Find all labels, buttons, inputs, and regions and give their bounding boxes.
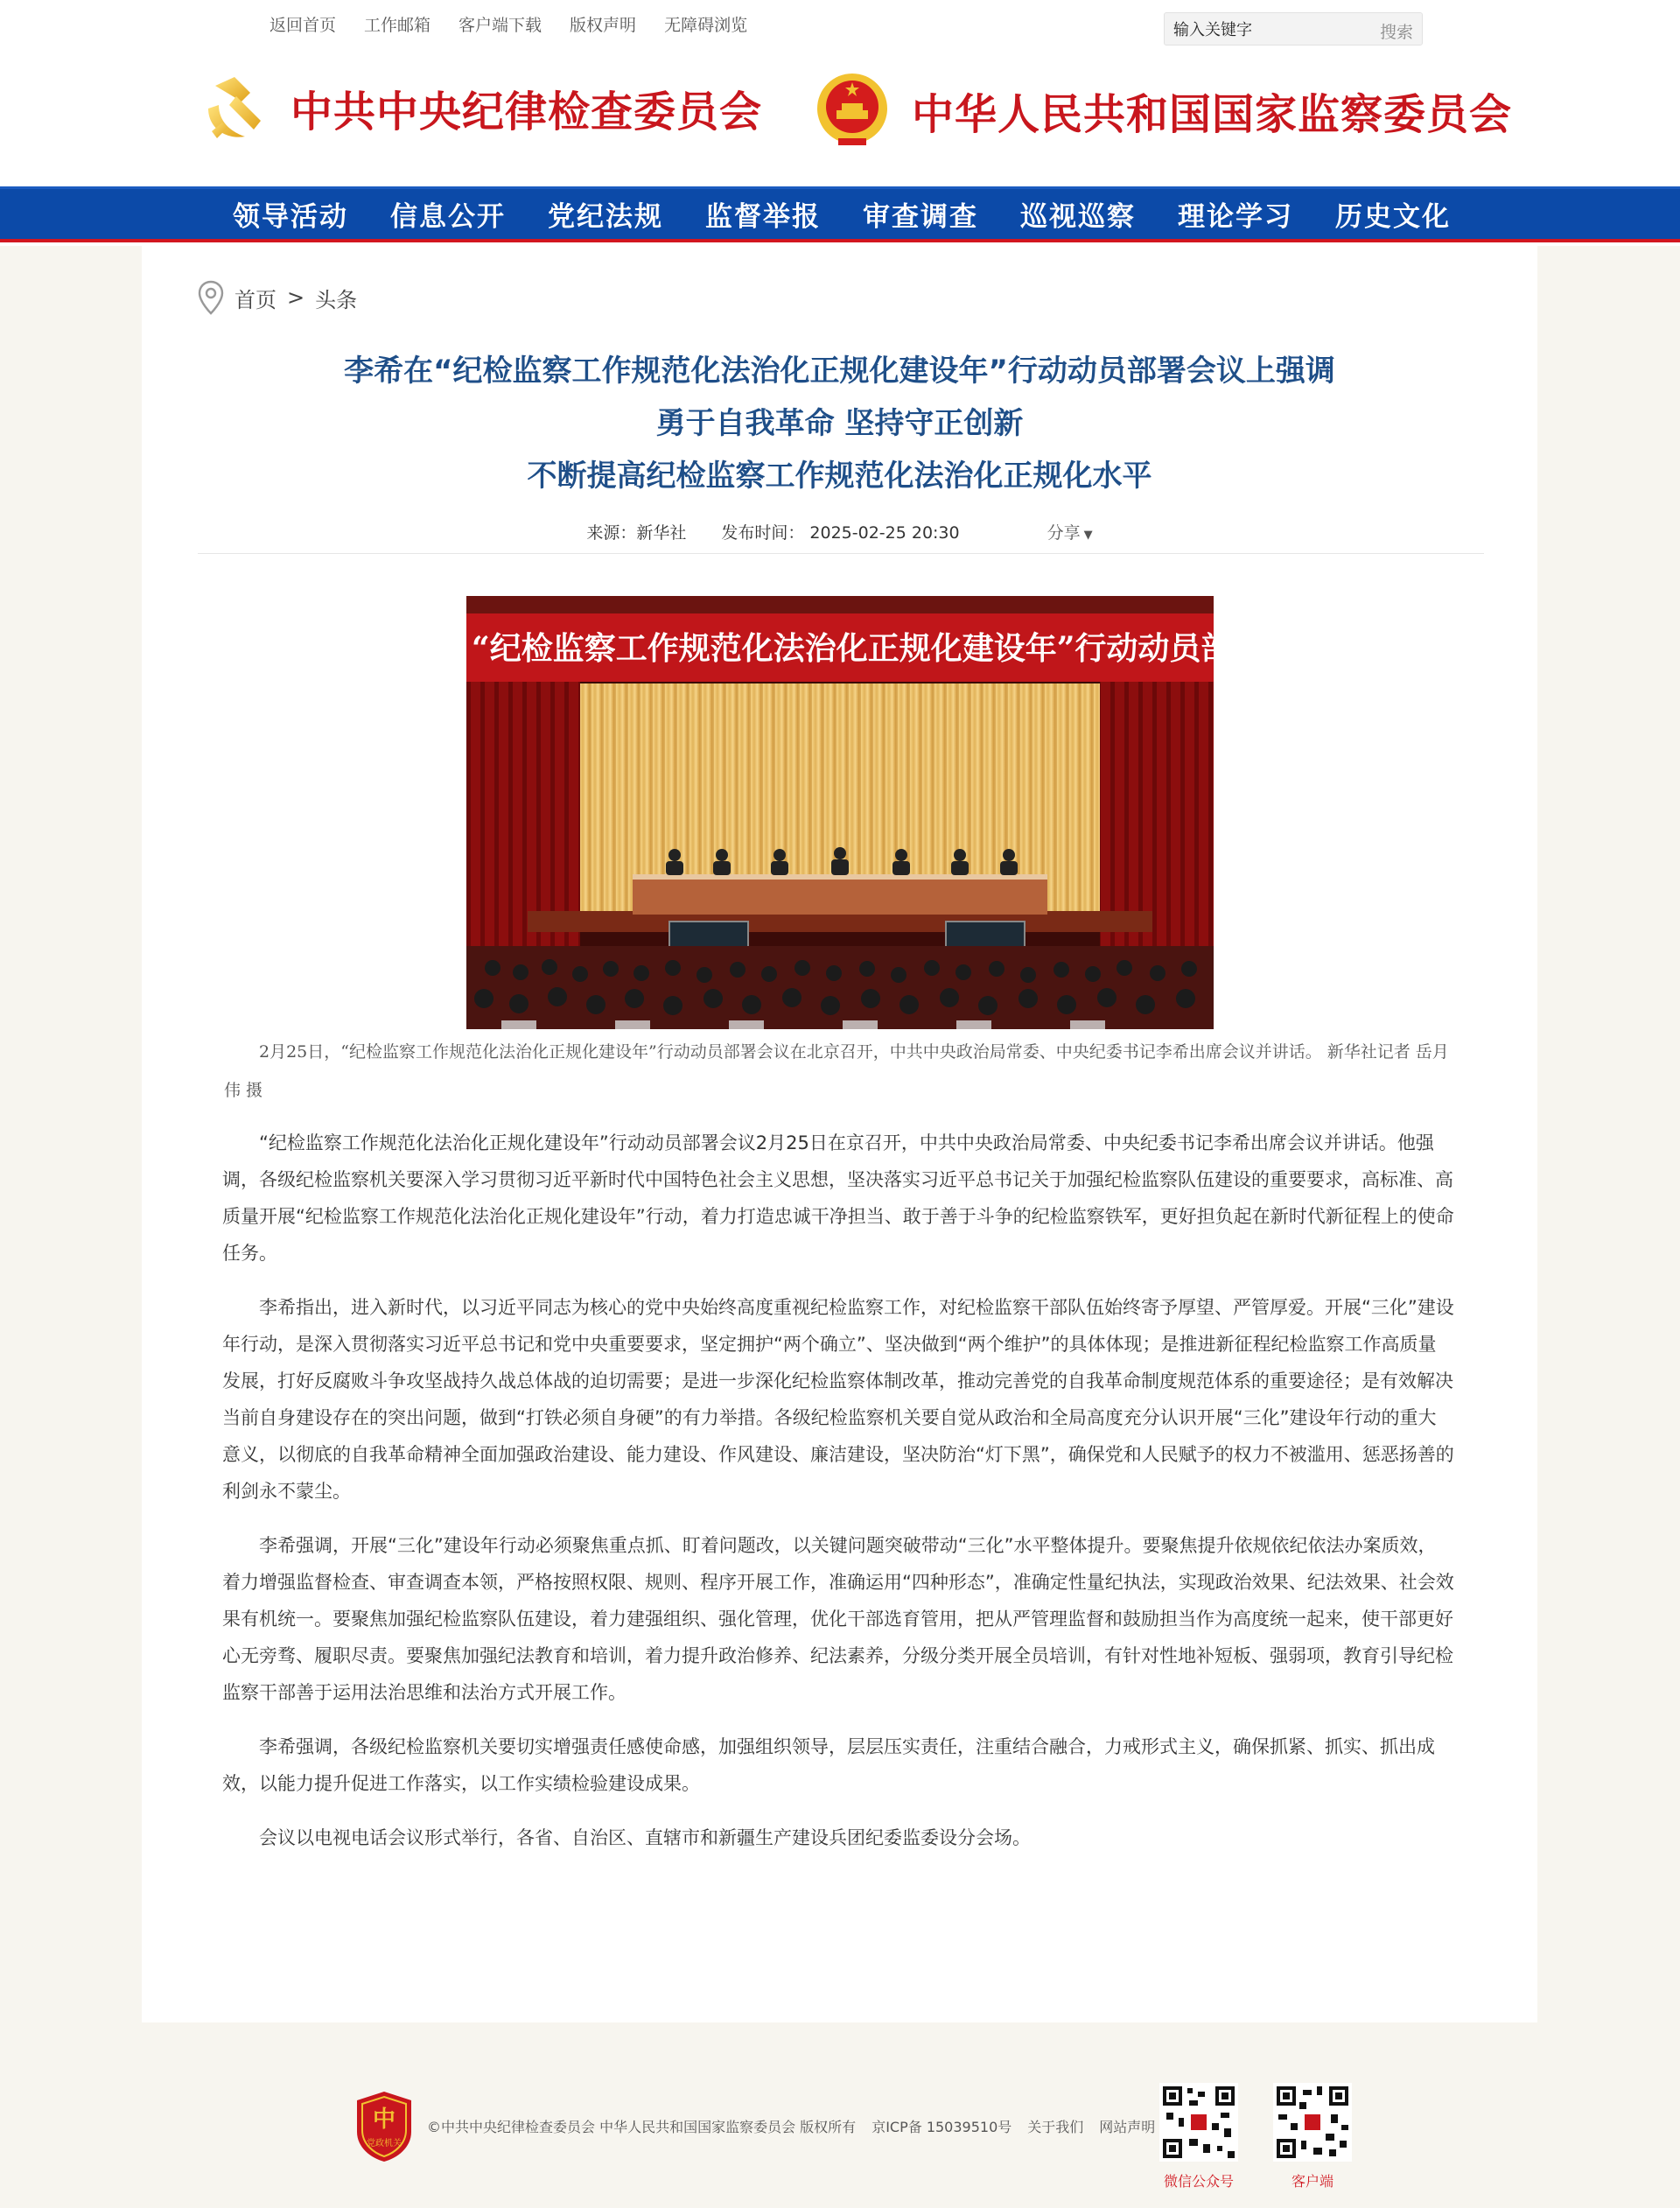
- footer: [0, 2022, 1680, 2208]
- accessibility-link[interactable]: 无障碍浏览: [664, 16, 748, 35]
- article-paragraph: 李希强调，开展“三化”建设年行动必须聚焦重点抓、盯着问题改，以关键问题突破带动“三化”水平整体提升。要聚焦提升依规依纪依法办案质效，着力增强监督检查、审查调查本领，严格按照权限、规则、程序开展工作，准确运用“四种形态”，准确定性量纪执法，实现政治效果、纪法效果、社会效果有机统一。要聚焦加强纪检监察队伍建设，着力建强组织、强化管理，优化干部选育管用，把从严管理监督和鼓励担当作为高度统一起来，使干部更好心无旁骛、履职尽责。要聚焦加强纪法教育和培训，着力提升政治修养、纪法素养，分级分类开展全员培训，有针对性地补短板、强弱项，教育引导纪检监察干部善于运用法治思维和法治方式开展工作。: [222, 1535, 1454, 1703]
- article-time: 发布时间： 2025-02-25 20:30: [721, 523, 960, 543]
- nav-history[interactable]: 历史文化: [1335, 201, 1451, 233]
- wechat-qr-label: 微信公众号: [1163, 2173, 1234, 2190]
- breadcrumb: [198, 280, 357, 315]
- client-download-link[interactable]: 客户端下载: [458, 16, 542, 35]
- top-utility-bar: [0, 0, 1680, 53]
- article-paragraph: 李希指出，进入新时代，以习近平同志为核心的党中央始终高度重视纪检监察工作，对纪检监察干部队伍始终寄予厚望、严管厚爱。开展“三化”建设年行动，是深入贯彻落实习近平总书记和党中央重要要求，坚定拥护“两个确立”、坚决做到“两个维护”的具体体现；是推进新征程纪检监察工作高质量发展，打好反腐败斗争攻坚战持久战总体战的迫切需要；是进一步深化纪检监察体制改革，推动完善党的自我革命制度规范体系的重要途径；是有效解决当前自身建设存在的突出问题，做到“打铁必须自身硬”的有力举措。各级纪检监察机关要自觉从政治和全局高度充分认识开展“三化”建设年行动的重大意义，以彻底的自我革命精神全面加强政治建设、能力建设、作风建设、廉洁建设，坚决防治“灯下黑”，确保党和人民赋予的权力不被滥用、惩恶扬善的利剑永不蒙尘。: [222, 1297, 1454, 1502]
- footer-icp[interactable]: 京ICP备 15039510号: [872, 2119, 1012, 2135]
- badge-text: 党政机关: [367, 2139, 402, 2148]
- home-link[interactable]: 返回首页: [270, 16, 337, 35]
- breadcrumb-home[interactable]: 首页: [234, 287, 276, 312]
- ccdi-title: 中共中央纪律检查委员会: [290, 87, 763, 137]
- share-button[interactable]: [1047, 523, 1093, 543]
- main-nav: [0, 186, 1680, 242]
- photo-banner-text: “纪检监察工作规范化法治化正规化建设年”行动动员部署会议: [472, 630, 1327, 667]
- article-title-line1: 李希在“纪检监察工作规范化法治化正规化建设年”行动动员部署会议上强调: [344, 354, 1335, 389]
- share-label: 分享: [1046, 523, 1081, 543]
- footer-copyright: ©中共中央纪律检查委员会 中华人民共和国国家监察委员会 版权所有: [427, 2119, 857, 2135]
- nav-inspection[interactable]: 巡视巡察: [1020, 201, 1136, 233]
- work-email-link[interactable]: 工作邮箱: [364, 16, 431, 35]
- photo-caption: 2月25日，“纪检监察工作规范化法治化正规化建设年”行动动员部署会议在北京召开，中共中央政治局常委、中央纪委书记李希出席会议并讲话。 新华社记者 岳月伟 摄: [224, 1042, 1449, 1100]
- nav-regulations[interactable]: 党纪法规: [548, 201, 663, 233]
- article-body: [222, 1125, 1454, 1874]
- search-box: [1164, 12, 1423, 46]
- ccdi-logo[interactable]: [200, 70, 762, 145]
- nav-report[interactable]: 监督举报: [705, 201, 821, 233]
- footer-info: [427, 2116, 1155, 2136]
- breadcrumb-current[interactable]: 头条: [315, 287, 358, 312]
- party-government-badge-icon[interactable]: [354, 2090, 415, 2163]
- national-emblem-icon: [812, 70, 892, 151]
- article-paragraph: “纪检监察工作规范化法治化正规化建设年”行动动员部署会议2月25日在京召开，中共中央政治局常委、中央纪委书记李希出席会议并讲话。他强调，各级纪检监察机关要深入学习贯彻习近平新时代中国特色社会主义思想，坚决落实习近平总书记关于加强纪检监察队伍建设的重要要求，高标准、高质量开展“纪检监察工作规范化法治化正规化建设年”行动，着力打造忠诚干净担当、敢于善于斗争的纪检监察铁军，更好担负起在新时代新征程上的使命任务。: [222, 1132, 1454, 1264]
- article-paragraph: 会议以电视电话会议形式举行，各省、自治区、直辖市和新疆生产建设兵团纪委监委设分会场。: [259, 1827, 1031, 1848]
- app-qr-code: [1273, 2083, 1352, 2162]
- nsc-title: 中华人民共和国国家监察委员会: [912, 89, 1513, 139]
- breadcrumb-separator: >: [287, 285, 305, 310]
- search-input[interactable]: [1173, 18, 1348, 41]
- article-source: 来源：新华社: [586, 523, 687, 543]
- app-qr-label: 客户端: [1291, 2173, 1334, 2190]
- meeting-photo-illustration: [466, 596, 1327, 1029]
- meeting-photo: [466, 596, 1327, 1029]
- article-meta: [142, 520, 1537, 543]
- article-title-line2: 勇于自我革命 坚持守正创新: [655, 406, 1024, 441]
- nav-info[interactable]: 信息公开: [390, 201, 506, 233]
- location-pin-icon: [198, 280, 224, 315]
- meta-divider: [198, 553, 1484, 554]
- footer-about-link[interactable]: 关于我们: [1027, 2119, 1084, 2135]
- caret-down-icon: ▼: [1083, 529, 1093, 542]
- nav-investigation[interactable]: 审查调查: [863, 201, 978, 233]
- copyright-link[interactable]: 版权声明: [570, 16, 637, 35]
- nav-leadership[interactable]: 领导活动: [233, 201, 348, 233]
- top-links: [270, 12, 747, 36]
- svg-text:中: 中: [372, 2106, 396, 2133]
- nsc-logo[interactable]: [812, 70, 1512, 151]
- party-emblem-icon: [200, 70, 275, 145]
- article-paragraph: 李希强调，各级纪检监察机关要切实增强责任感使命感，加强组织领导，层层压实责任，注重结合融合，力戒形式主义，确保抓紧、抓实、抓出成效，以能力提升促进工作落实，以工作实绩检验建设成果。: [222, 1736, 1435, 1794]
- search-button[interactable]: 搜索: [1379, 23, 1413, 42]
- wechat-qr-code: [1159, 2083, 1238, 2162]
- footer-statement-link[interactable]: 网站声明: [1099, 2119, 1156, 2135]
- nav-theory[interactable]: 理论学习: [1178, 201, 1293, 233]
- article-title-line3: 不断提高纪检监察工作规范化法治化正规化水平: [527, 459, 1152, 494]
